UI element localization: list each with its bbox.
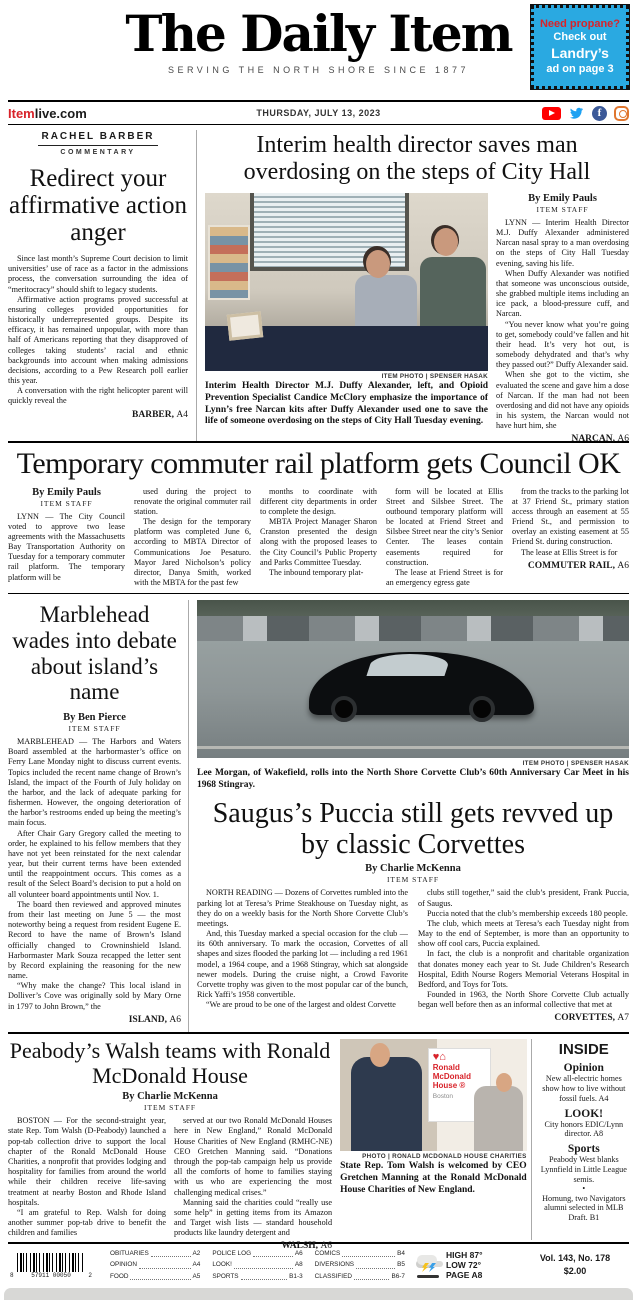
twitter-icon[interactable] xyxy=(568,106,585,120)
site-name-accent: Item xyxy=(8,105,35,121)
paragraph: When she got to the victim, she evaluated the scene and gave him a dose of Narcan. If the man had not been overdosing and did not have any opioids in his system, the Narcan would not have hurt him, she xyxy=(496,370,629,431)
bottom-strip xyxy=(4,1288,633,1300)
bottom-row xyxy=(8,1032,629,1252)
social-icons xyxy=(459,106,629,121)
paragraph: “We are proud to be one of the largest and oldest Corvette xyxy=(206,1000,396,1010)
photo-caption: Interim Health Director M.J. Duffy Alexander, left, and Opioid Prevention Specialist Candice McClory emphasize the importance of Lynn’s free Narcan kits after Duffy Alexander used one to save the life of someone overdosing on the steps of City Hall Tuesday evening. xyxy=(205,380,488,427)
mid-stories-row xyxy=(8,594,629,1032)
index-label: FOOD xyxy=(110,1272,129,1280)
story-column xyxy=(8,487,125,589)
paragraph: months to coordinate with different city departments in order to complete the design. xyxy=(260,486,377,516)
jump-line xyxy=(8,410,188,420)
byline: By Charlie McKenna xyxy=(122,1091,218,1103)
index-label: CLASSIFIED xyxy=(314,1272,352,1280)
byline-org: ITEM STAFF xyxy=(536,204,589,214)
section-index xyxy=(110,1248,405,1282)
columnist-label xyxy=(38,131,158,156)
frame-shape xyxy=(226,311,263,340)
byline: By Ben Pierce xyxy=(63,712,126,723)
bullet: • xyxy=(582,1183,586,1193)
inside-index xyxy=(531,1039,629,1240)
index-entry xyxy=(212,1248,302,1259)
jump-page: A6 xyxy=(617,560,629,571)
story-column xyxy=(260,487,377,589)
index-label: OBITUARIES xyxy=(110,1250,149,1258)
commuter-rail-story xyxy=(8,441,629,594)
commentary-column xyxy=(8,130,196,441)
dot-leader xyxy=(342,1256,395,1257)
website-link[interactable] xyxy=(8,106,178,121)
masthead xyxy=(8,0,629,100)
photo-credit: ITEM PHOTO | SPENSER HASAK xyxy=(522,760,629,767)
instagram-icon[interactable] xyxy=(614,106,629,121)
commentary-body xyxy=(8,254,188,407)
index-page: B4 xyxy=(397,1250,405,1258)
dot-leader xyxy=(253,1256,293,1257)
dot-leader xyxy=(139,1268,191,1269)
city-hall-photo xyxy=(205,193,488,371)
wheel-shape xyxy=(331,696,357,722)
barcode xyxy=(8,1251,100,1279)
paragraph: The lease at Friend Street is for an emergency egress gate xyxy=(386,567,503,588)
jump-page: A6 xyxy=(617,434,629,445)
parked-cars-shape xyxy=(197,616,629,641)
jump-page: A7 xyxy=(617,1013,629,1024)
barcode-digits: 57911 00050 xyxy=(31,1271,71,1279)
story-column xyxy=(8,1116,166,1251)
columnist-name: RACHEL BARBER xyxy=(38,131,158,146)
jump-section: ISLAND, xyxy=(128,1014,167,1025)
byline-org: ITEM STAFF xyxy=(143,1103,197,1113)
lead-headline: Interim health director saves man overdosing on the steps of City Hall xyxy=(243,132,591,185)
photo-caption: Lee Morgan, of Wakefield, rolls into the North Shore Corvette Club’s 60th Anniversary Car Meet in his 1968 Stingray. xyxy=(197,768,629,790)
index-label: COMICS xyxy=(314,1250,341,1258)
index-page: A4 xyxy=(192,1261,201,1269)
promo-line: Need propane? xyxy=(539,17,621,30)
paragraph: BOSTON — For the second-straight year, state Rep. Tom Walsh (D-Peabody) launched a pop-tab collection drive to support the local chapter of the Ronald McDonald House Charities, a nonprofit that provides lodging and hospitality for families from around the world while their children receive life-saving treatment at nearby Boston and Rhode Island hospitals. xyxy=(8,1116,167,1207)
storm-cloud-icon xyxy=(415,1252,441,1278)
paragraph: MARBLEHEAD — The Harbors and Waters Board assembled at the harbormaster’s office on Ferry Lane Monday night to discuss current events. Topics included the recent name change of Brown’s Island, the impact of the Fourth of July holiday on the harbor, and the lack of adequate parking for fishermen. However, the ongoing deterioration of the harbor’s restrooms ended up being the meeting’s main focus. xyxy=(8,737,181,828)
commentary-headline: Redirect your affirmative action anger xyxy=(9,165,187,246)
byline: By Emily Pauls xyxy=(528,192,597,204)
paragraph: The inbound temporary plat- xyxy=(269,567,364,577)
dot-leader xyxy=(241,1279,288,1280)
site-name-rest: live.com xyxy=(34,105,87,121)
facebook-icon[interactable]: f xyxy=(592,106,607,121)
jump-page: A6 xyxy=(320,1241,333,1252)
paragraph: “Why make the change? This local island in Dolliver’s Cove was originally sold by Mary Orne in 1797 to John Brown,” the xyxy=(8,981,181,1011)
dot-leader xyxy=(356,1268,395,1269)
paragraph: from the tracks to the parking lot at 37 Friend St., primary station access through an easement at 55 Friend St., and permission to overlay an existing easement at 55 Friend St. during construction. xyxy=(512,486,629,547)
index-entry xyxy=(315,1271,405,1282)
rmhc-logo-text: House ® xyxy=(432,1081,466,1091)
top-stories-row xyxy=(8,125,629,445)
paragraph: After Chair Gary Gregory called the meeting to order, he explained to his fellow members that they have not yet been reinstated for the next calendar year, but their current terms have been extended until the reappointment occurs. This comes as a result of the Select Board’s decision to put a hold on all volunteer board appointments until Nov. 1. xyxy=(8,828,181,899)
paragraph: MBTA Project Manager Sharon Cranston presented the design along with the proposed leases to the City Council’s Public Property and Parks Committee Tuesday. xyxy=(260,517,377,567)
index-label: OPINION xyxy=(110,1261,137,1269)
jump-page: A4 xyxy=(176,409,188,420)
volume-number: Vol. 143, No. 178 xyxy=(539,1253,611,1264)
rmhc-logo-mark: ♥⌂ xyxy=(432,1050,446,1063)
photo-caption: State Rep. Tom Walsh is welcomed by CEO Gretchen Manning at the Ronald McDonald House Charities of New England. xyxy=(340,1161,527,1195)
rail-headline: Temporary commuter rail platform gets Council OK xyxy=(16,447,621,480)
barcode-digit: 2 xyxy=(88,1271,92,1279)
island-headline: Marblehead wades into debate about island’s name xyxy=(12,602,177,705)
story-column xyxy=(174,1116,332,1251)
paragraph: Affirmative action programs proved successful at ensuring colleges provided opportunities for historically underrepresented groups. Despite its efficacy, it has remained unpopular, with more than half of Americans reporting that they disapproved of colleges taking students’ racial and ethnic backgrounds into account when making admissions decisions, according to a Pew Research poll earlier this year. xyxy=(8,294,188,386)
paragraph: LYNN — The City Council voted to approve two lease agreements with the Massachusetts Bay Transportation Authority on Tuesday for a temporary commuter rail platform. The temporary platform will be xyxy=(8,511,125,582)
paragraph: In fact, the club is a nonprofit and charitable organization that donates money each year to St. Jude Children’s Research Hospital, Edith Nourse Rogers Memorial Veterans Hospital in Bedford, and Toys for Tots. xyxy=(418,949,629,989)
paragraph: Founded in 1963, the North Shore Corvette Club actually began well before then as an informal collective that met at xyxy=(418,990,629,1010)
paragraph: The club, which meets at Teresa’s each Tuesday night from May to the end of September, is more than an opportunity to show off cool cars, Puccia explained. xyxy=(418,918,629,949)
weather-summary xyxy=(415,1250,511,1280)
paragraph: clubs still together,” said the club’s president, Frank Puccia, of Saugus. xyxy=(418,888,629,908)
paragraph: Since last month’s Supreme Court decision to limit universities’ use of race as a factor in the admissions process, the conversation surrounding the idea of “meritocracy” should shift to legacy students. xyxy=(8,254,188,294)
jump-section: NARCAN, xyxy=(571,434,615,445)
paragraph: The board then reviewed and approved minutes from their last meeting on June 5 — the most noteworthy being a request from resident Eugene E. Record to have the name of Brown’s Island officially changed to Crowninshield Island. Harbormaster Mark Souza recapped the letter sent by Record explaining the reasoning for the new name. xyxy=(8,899,181,981)
byline: By Emily Pauls xyxy=(32,486,101,498)
ground-shape xyxy=(417,1275,439,1278)
island-story xyxy=(8,600,188,1032)
byline-org: ITEM STAFF xyxy=(68,724,121,734)
paragraph: And, this Tuesday marked a special occasion for the club — its 60th anniversary. To mark the occasion, Corvettes of all shapes and sizes flooded the parking lot — including a red 1961 model, a 1964 coupe, and a 1968 Stingray, which sat alongside newer models. During the cruise night, a Crowd Favorite Corvette trophy was given to the most popular car of the bunch, Rick Yaffi’s 1958 convertible. xyxy=(197,929,408,1000)
weather-high: HIGH 87° xyxy=(446,1249,483,1260)
rmhc-logo-text: McDonald xyxy=(432,1072,471,1082)
index-entry xyxy=(315,1259,405,1270)
story-column xyxy=(512,487,629,589)
index-label: DIVERSIONS xyxy=(314,1261,355,1269)
jump-line xyxy=(8,1015,181,1025)
photo-board-shape xyxy=(208,225,250,300)
paragraph: LYNN — Interim Health Director M.J. Duffy Alexander administered Narcan nasal spray to a man overdosing on the steps of City Hall Tuesday evening, saving his life. xyxy=(496,217,629,268)
dot-leader xyxy=(151,1256,191,1257)
youtube-icon[interactable] xyxy=(542,107,561,120)
jump-section: COMMUTER RAIL, xyxy=(527,560,615,571)
jump-line xyxy=(496,434,629,444)
index-page: B6-7 xyxy=(391,1272,405,1280)
top-bar xyxy=(8,100,629,125)
person-shape xyxy=(474,1086,523,1151)
story-column xyxy=(197,888,408,1023)
index-label: SPORTS xyxy=(212,1272,239,1280)
inside-section-head: Sports xyxy=(567,1143,600,1156)
paragraph: used during the project to renovate the original commuter rail station. xyxy=(134,486,251,516)
byline-org: ITEM STAFF xyxy=(386,875,440,885)
commentary-kicker: COMMENTARY xyxy=(60,149,136,156)
barcode-digit: 8 xyxy=(10,1271,14,1279)
person-shape xyxy=(434,228,458,256)
dot-leader xyxy=(354,1279,390,1280)
masthead-tagline: SERVING THE NORTH SHORE SINCE 1877 xyxy=(167,64,470,75)
lead-photo-block xyxy=(205,193,488,445)
wheel-shape xyxy=(469,696,495,722)
index-entry xyxy=(212,1271,302,1282)
jump-section: WALSH, xyxy=(281,1241,319,1252)
byline: By Charlie McKenna xyxy=(365,863,461,875)
paragraph: The design for the temporary platform was completed June 6, according to MBTA Director of Communications Joe Pesaturo. Mayor Jared Nicholson’s policy director, Danya Smith, worked with the MBTA for the past few xyxy=(134,517,251,588)
inside-section-text: Hornung, two Navigators alumni selected in MLB Draft. B1 xyxy=(542,1193,626,1223)
paragraph: served at our two Ronald McDonald Houses here in New England,” Ronald McDonald House Charities of New England (RMHC-NE) CEO Gretchen Manning said. “Donations through the pop-tab campaign help us provide all the comforts of home to families staying with us who are experiencing the most challenging medical crises.” xyxy=(174,1116,333,1197)
paragraph: “I am grateful to Rep. Walsh for doing another summer pop-tab drive to benefit the children and families xyxy=(8,1207,167,1238)
story-column xyxy=(418,888,629,1023)
walsh-photo xyxy=(340,1039,527,1151)
corvette-headline: Saugus’s Puccia still gets revved up by classic Corvettes xyxy=(212,797,614,860)
inside-section-text: City honors EDIC/Lynn director. A8 xyxy=(544,1119,624,1139)
road-line-shape xyxy=(197,746,629,749)
promo-line: Landry’s xyxy=(551,45,609,62)
paragraph: The lease at Ellis Street is for xyxy=(521,547,618,557)
jump-line xyxy=(512,561,629,571)
photo-credit: PHOTO | RONALD MCDONALD HOUSE CHARITIES xyxy=(362,1153,527,1160)
paragraph: Manning said the charities could “really use some help” in getting items from its Amazon and Target wish lists — standard household products like laundry detergent and xyxy=(174,1197,333,1238)
inside-section-head: Opinion xyxy=(563,1062,604,1074)
index-label: POLICE LOG xyxy=(212,1250,252,1258)
person-shape xyxy=(496,1073,512,1092)
jump-line xyxy=(418,1013,629,1023)
paragraph: When Duffy Alexander was notified that someone was unconscious outside, she grabbed multiple items including an ice pack, a blood-pressure cuff, and Narcan. xyxy=(496,268,629,319)
index-entry xyxy=(315,1248,405,1259)
rmhc-logo-text: Boston xyxy=(432,1092,453,1100)
index-page: B1-3 xyxy=(289,1272,303,1280)
person-shape xyxy=(351,1057,422,1151)
index-page: B5 xyxy=(397,1261,405,1269)
index-page: A5 xyxy=(192,1272,201,1280)
story-column xyxy=(134,487,251,589)
weather-low: LOW 72° xyxy=(446,1259,482,1270)
paragraph: “You never know what you’re going to get, somebody could’ve fallen and hit their head. It’s very hot out, is somebody dehydrated and that’s why they passed out?” Duffy Alexander said. xyxy=(496,319,629,370)
paragraph: Puccia noted that the club’s membership exceeds 180 people. xyxy=(427,908,628,918)
index-page: A8 xyxy=(294,1261,303,1269)
promo-line: ad on page 3 xyxy=(546,62,614,75)
walsh-photo-block xyxy=(332,1039,531,1240)
byline-org: ITEM STAFF xyxy=(40,498,93,508)
inside-section-text: Peabody West blanks Lynnfield in Little League semis. xyxy=(540,1155,627,1184)
rmhc-logo-text: Ronald xyxy=(432,1062,460,1072)
index-entry xyxy=(110,1271,200,1282)
promo-line: Check out xyxy=(553,31,607,44)
index-entry xyxy=(110,1248,200,1259)
issue-date: THURSDAY, JULY 13, 2023 xyxy=(256,108,381,118)
index-label: LOOK! xyxy=(212,1261,232,1269)
index-column xyxy=(315,1248,405,1282)
corvette-photo xyxy=(197,600,629,758)
story-column xyxy=(386,487,503,589)
index-column xyxy=(212,1248,302,1282)
inside-section-head: LOOK! xyxy=(564,1107,603,1120)
inside-title: INSIDE xyxy=(558,1041,609,1058)
dot-leader xyxy=(234,1268,293,1269)
walsh-headline: Peabody’s Walsh teams with Ronald McDonald House xyxy=(9,1038,331,1088)
index-entry xyxy=(110,1259,200,1270)
index-page: A2 xyxy=(192,1250,201,1258)
paragraph: NORTH READING — Dozens of Corvettes rumbled into the parking lot at Teresa’s Prime Steakhouse on Tuesday night, as they do on a weekly basis for the North Shore Corvette Club’s meetings. xyxy=(197,888,408,928)
photo-credit: ITEM PHOTO | SPENSER HASAK xyxy=(381,372,488,380)
weather-page: PAGE A8 xyxy=(446,1270,483,1280)
jump-section: BARBER, xyxy=(132,409,174,420)
barcode-bars xyxy=(17,1253,85,1272)
index-column xyxy=(110,1248,200,1282)
jump-section: CORVETTES, xyxy=(554,1013,615,1024)
price: $2.00 xyxy=(563,1266,587,1276)
propane-ad-promo[interactable] xyxy=(531,5,629,89)
paragraph: A conversation with the right helicopter parent will quickly reveal the xyxy=(8,386,188,406)
person-shape xyxy=(366,250,390,278)
paragraph: form will be located at Ellis Street and Silsbee Street. The outbound temporary platform will be located at Friend Street and Silsbee Street near the city’s Senior Center. The leases contain easements required for construction. xyxy=(386,486,503,567)
walsh-story xyxy=(8,1038,333,1252)
corvette-story xyxy=(189,600,629,1032)
dot-leader xyxy=(130,1279,190,1280)
windshield-shape xyxy=(366,654,451,676)
lead-story-text xyxy=(488,193,629,445)
newspaper-title: The Daily Item xyxy=(125,4,512,63)
index-page: A6 xyxy=(294,1250,303,1258)
index-entry xyxy=(212,1259,302,1270)
lead-story xyxy=(197,130,629,445)
jump-page: A6 xyxy=(169,1014,181,1025)
inside-section-text: New all-electric homes show how to live without fossil fuels. A4 xyxy=(542,1074,626,1103)
